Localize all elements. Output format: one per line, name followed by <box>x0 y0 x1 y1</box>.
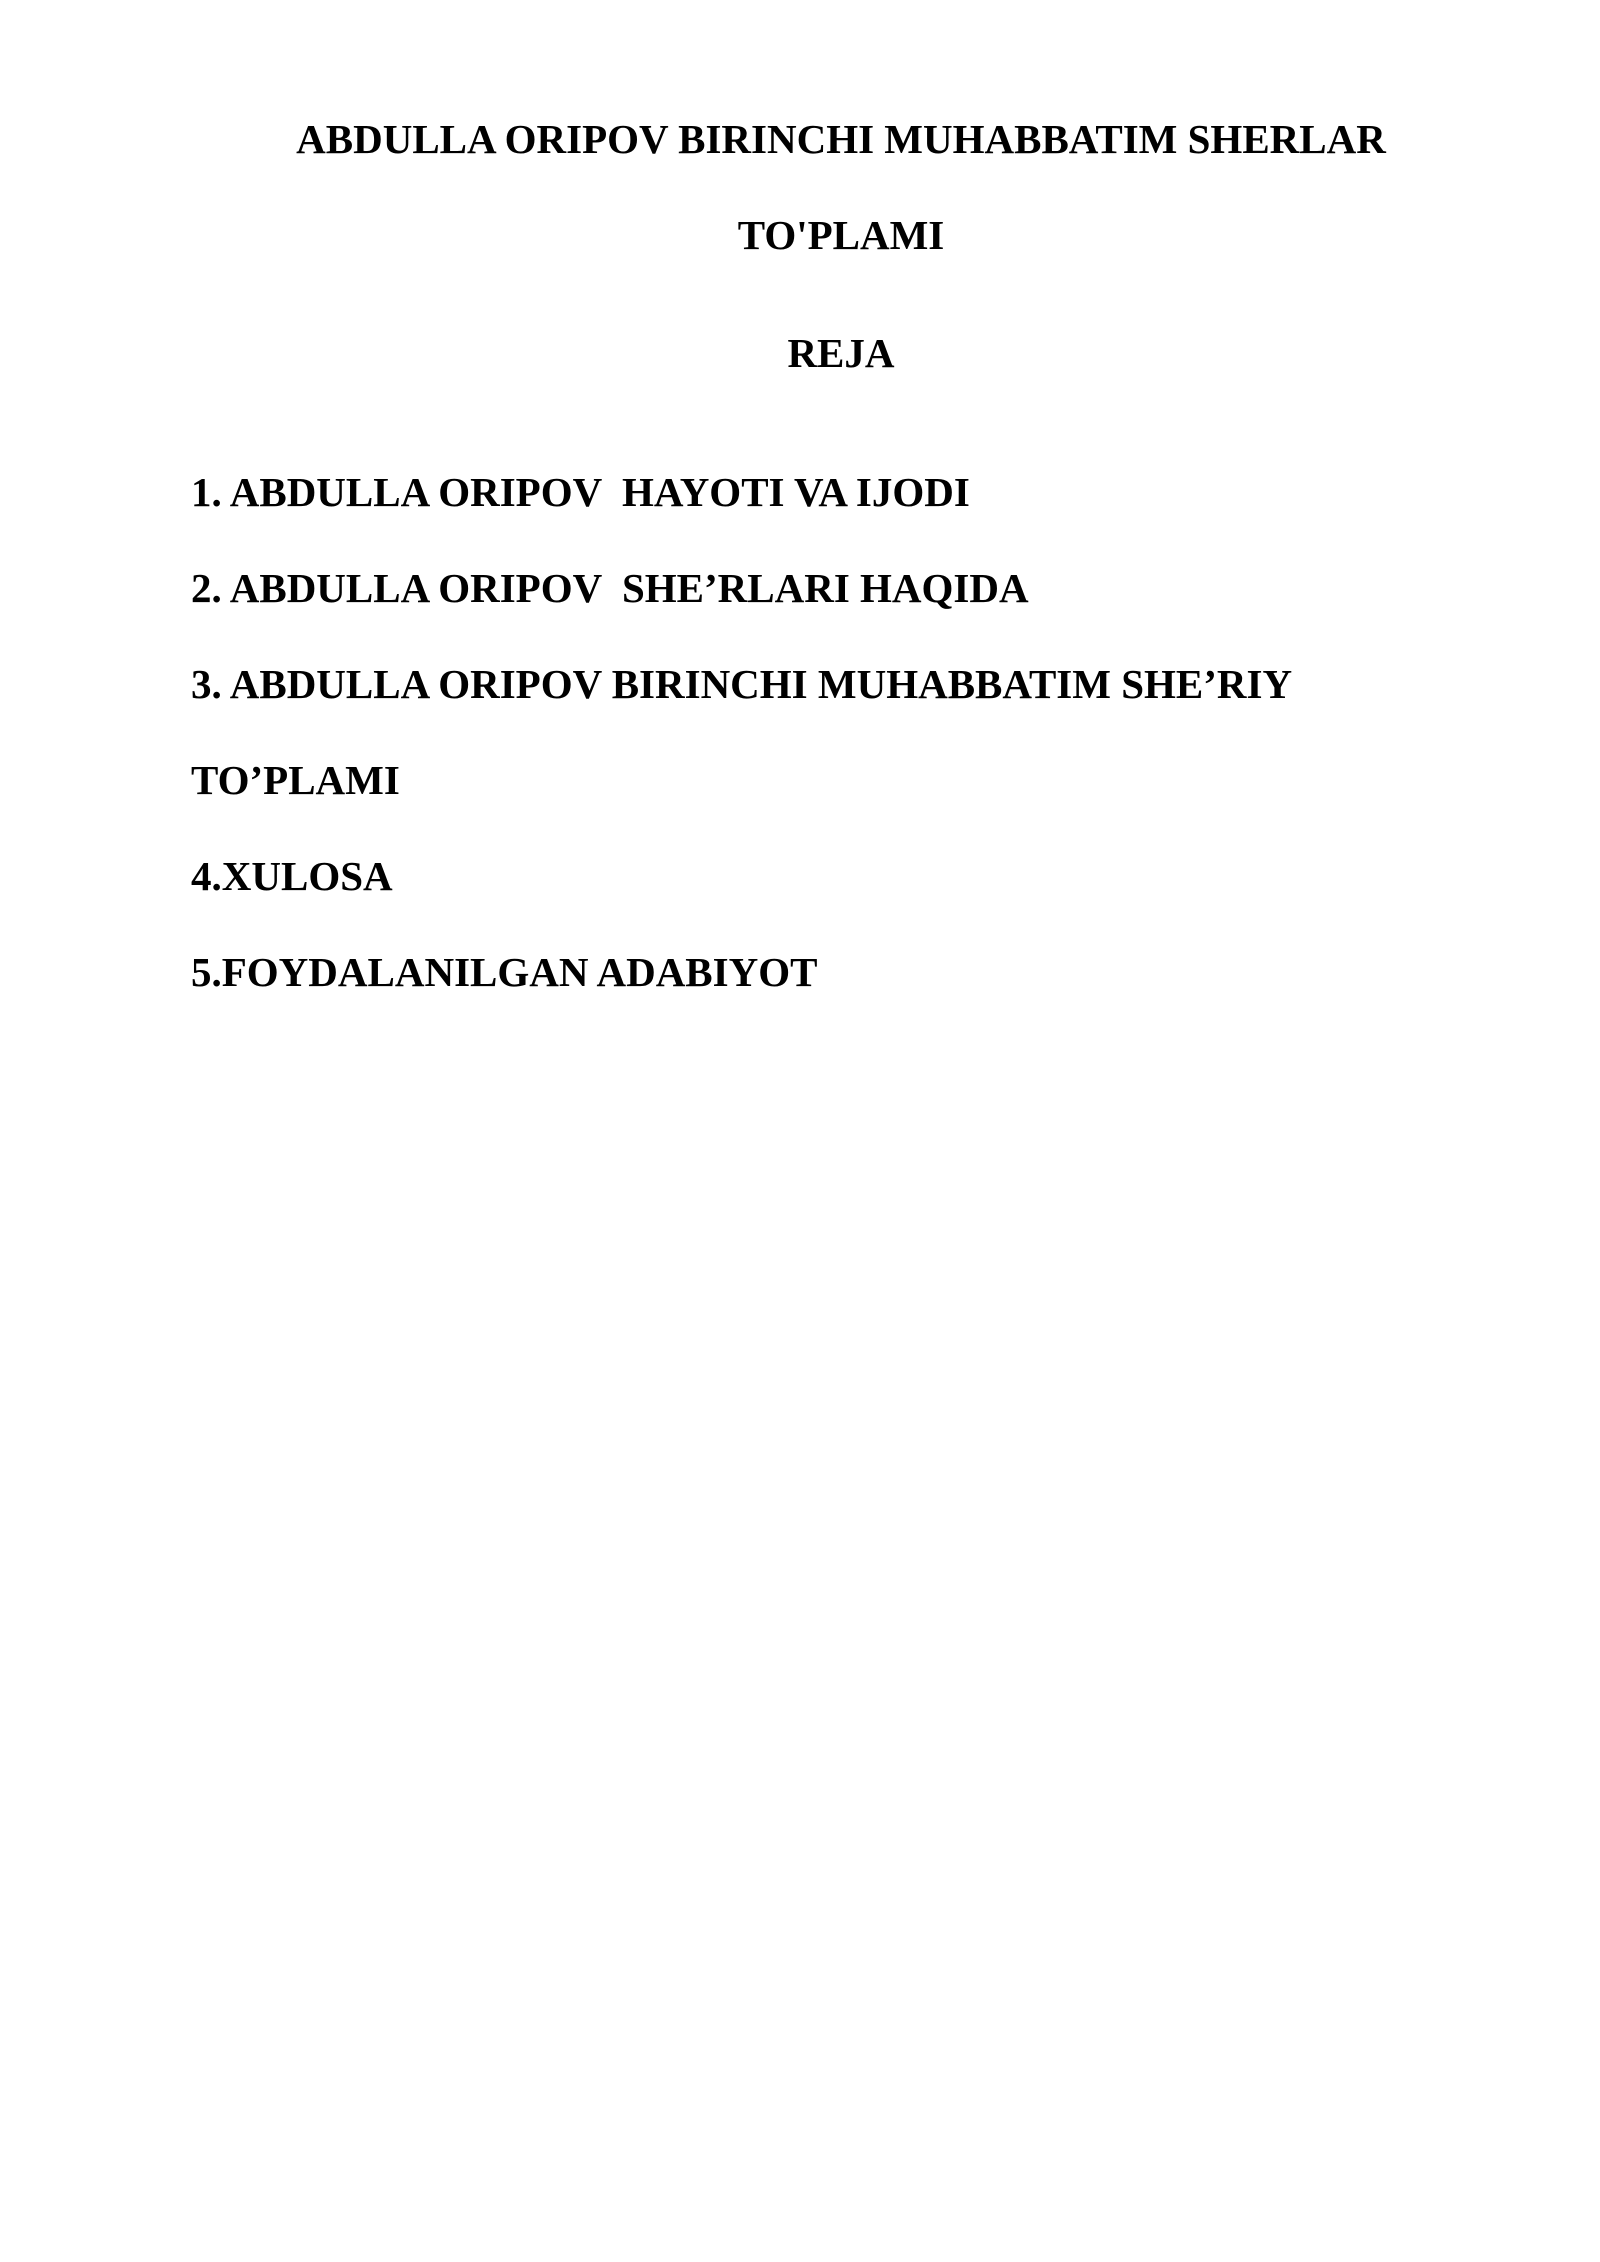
plan-item-3-continuation: TO’PLAMI <box>191 757 400 803</box>
plan-heading: REJA <box>787 330 895 376</box>
plan-item-4: 4.XULOSA <box>191 853 393 899</box>
document-title-line-2: TO'PLAMI <box>737 212 945 258</box>
plan-list <box>191 444 1292 1020</box>
document-title-line-1: ABDULLA ORIPOV BIRINCHI MUHABBATIM SHERLAR <box>296 116 1386 162</box>
plan-item-5: 5.FOYDALANILGAN ADABIYOT <box>191 949 818 995</box>
plan-item-2: 2. ABDULLA ORIPOV SHE’RLARI HAQIDA <box>191 565 1029 611</box>
plan-item-1: 1. ABDULLA ORIPOV HAYOTI VA IJODI <box>191 469 970 515</box>
plan-item-3: 3. ABDULLA ORIPOV BIRINCHI MUHABBATIM SHE’RIY <box>191 661 1293 707</box>
